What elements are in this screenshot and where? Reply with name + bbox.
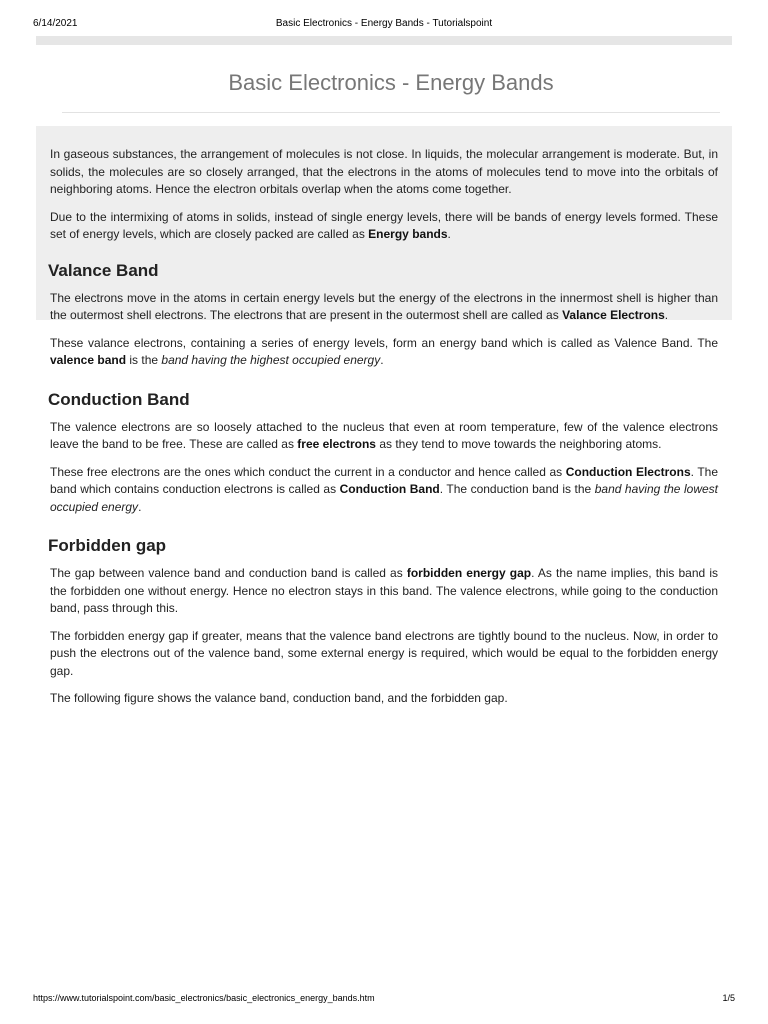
print-date: 6/14/2021 <box>33 18 78 29</box>
page-number: 1/5 <box>722 993 735 1003</box>
conduction-band-term: Conduction Band <box>339 482 440 496</box>
energy-bands-term: Energy bands <box>368 227 448 241</box>
conduction-band-heading: Conduction Band <box>48 389 190 409</box>
print-document-title: Basic Electronics - Energy Bands - Tutorialspoint <box>275 18 493 29</box>
free-electrons-term: free electrons <box>297 437 376 451</box>
conduction-electrons-term: Conduction Electrons <box>565 464 691 479</box>
conduction-band-paragraph-1: The valence electrons are so loosely attached to the nucleus that even at room temperature, few of the valence electrons leave the band to be free. These are called as free electrons as they tend to move towards the neighboring atoms. <box>50 419 718 451</box>
valance-band-heading: Valance Band <box>48 260 159 280</box>
print-footer <box>33 993 735 1007</box>
forbidden-gap-paragraph-3: The following figure shows the valance band, conduction band, and the forbidden gap. <box>50 691 508 705</box>
top-bar <box>36 36 732 45</box>
print-header <box>33 18 735 32</box>
valance-band-paragraph-2: These valance electrons, containing a series of energy levels, form an energy band which is called as Valence Band. The valence band is the band having the highest occupied energy. <box>50 335 718 367</box>
forbidden-gap-paragraph-2: The forbidden energy gap if greater, means that the valence band electrons are tightly bound to the nucleus. Now, in order to push the electrons out of the valence band, some external energy is required, which would be equal to the forbidden energy gap. <box>50 628 718 678</box>
page-title: Basic Electronics - Energy Bands <box>228 70 554 95</box>
forbidden-energy-gap-term: forbidden energy gap <box>406 566 532 580</box>
valence-band-term: valence band <box>50 353 127 367</box>
intro-paragraph-2: Due to the intermixing of atoms in solids, instead of single energy levels, there will be bands of energy levels formed. These set of energy levels, which are closely packed are called as Energy bands. <box>50 209 718 241</box>
conduction-band-paragraph-2: These free electrons are the ones which conduct the current in a conductor and hence called as Conduction Electrons. The band which contains conduction electrons is called as Conduction Band. The conduction band is the band having the lowest occupied energy. <box>50 464 719 514</box>
valance-electrons-term: Valance Electrons <box>562 308 665 322</box>
forbidden-gap-paragraph-1: The gap between valence band and conduction band is called as forbidden energy gap. As the name implies, this band is the forbidden one without energy. Hence no electron stays in this band. The valence electrons, while going to the conduction band, pass through this. <box>50 566 718 615</box>
forbidden-gap-heading: Forbidden gap <box>48 536 167 555</box>
valance-band-paragraph-1: The electrons move in the atoms in certain energy levels but the energy of the electrons in the innermost shell is higher than the outermost shell electrons. The electrons that are present in the outermost shell are called as Valance Electrons. <box>50 290 718 322</box>
article-content <box>50 146 718 718</box>
intro-paragraph-1: In gaseous substances, the arrangement of molecules is not close. In liquids, the molecular arrangement is moderate. But, in solids, the molecules are so closely arranged, that the electrons in the atoms of molecules tend to move into the orbitals of neighboring atoms. Hence the electron orbitals overlap when the atoms come together. <box>50 147 718 196</box>
title-divider <box>62 112 720 113</box>
page-url: https://www.tutorialspoint.com/basic_electronics/basic_electronics_energy_bands.htm <box>33 993 375 1003</box>
